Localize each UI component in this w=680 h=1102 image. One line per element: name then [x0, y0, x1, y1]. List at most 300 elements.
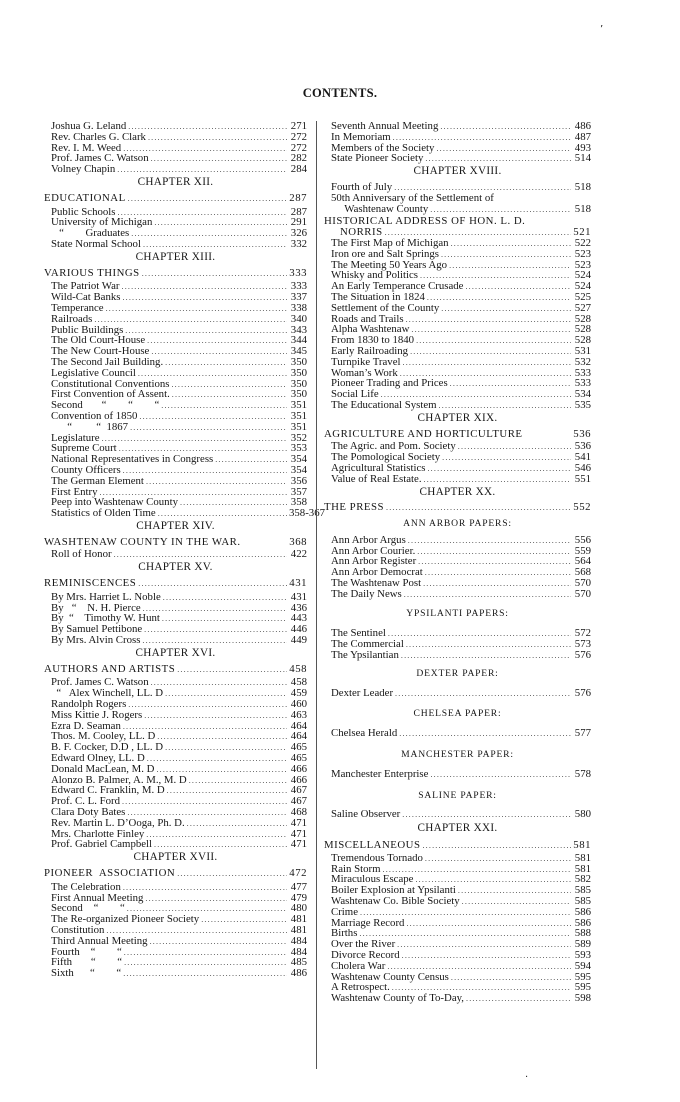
entry-title: The New Court-House	[51, 345, 150, 358]
entry-title: Public Buildings	[51, 323, 124, 336]
page-number: 480	[290, 902, 307, 915]
entry-title: Mrs. Charlotte Finley	[51, 827, 145, 840]
entry-title: Fifth “ “	[51, 956, 123, 969]
page-number: 522	[574, 236, 591, 249]
toc-entry	[324, 132, 591, 143]
page-number: 358-367	[289, 507, 325, 520]
page-number: 576	[574, 686, 591, 699]
entry-title: “ Graduates	[51, 227, 130, 240]
page-number: 484	[290, 945, 307, 958]
heading-text: CHAPTER XVI.	[135, 646, 216, 659]
page-number: 282	[290, 152, 307, 165]
toc-entry	[44, 968, 307, 979]
page-number: 471	[290, 838, 307, 851]
entry-title: Washtenaw County Census	[331, 970, 449, 983]
entry-title: An Early Temperance Crusade	[331, 280, 464, 293]
entry-title: The German Element	[51, 474, 144, 487]
entry-title: By “ Timothy W. Hunt	[51, 612, 160, 625]
entry-title: THE PRESS	[324, 501, 384, 514]
chapter-heading	[324, 823, 591, 834]
dot-leader	[144, 711, 287, 722]
toc-entry	[324, 153, 591, 164]
section-entry	[324, 429, 591, 440]
dot-leader	[425, 568, 571, 579]
page-number: 332	[290, 237, 307, 250]
toc-entry	[44, 476, 307, 487]
entry-title: In Memoriam	[331, 130, 391, 143]
page-number: 524	[574, 269, 591, 282]
page-number: 354	[290, 453, 307, 466]
page-number: 552	[573, 501, 591, 514]
section-entry	[44, 268, 307, 279]
entry-title: Ann Arbor Democrat	[331, 566, 423, 579]
heading-text: CHAPTER XIV.	[136, 519, 215, 532]
dot-leader	[151, 678, 287, 689]
section-entry	[324, 502, 591, 513]
page-number: 564	[574, 555, 591, 568]
chapter-heading	[324, 166, 591, 177]
page-number: 350	[290, 355, 307, 368]
entry-title: Woman’s Work	[331, 366, 398, 379]
entry-title: Public Schools	[51, 205, 116, 218]
page-number: 443	[290, 612, 307, 625]
page-number: 598	[574, 992, 591, 1005]
dot-leader	[106, 304, 287, 315]
dot-leader	[439, 401, 571, 412]
page-number: 333	[290, 280, 307, 293]
page-number: 345	[290, 345, 307, 358]
dot-leader	[157, 732, 287, 743]
dot-leader	[147, 336, 287, 347]
page-number: 518	[574, 180, 591, 193]
entry-title: Ann Arbor Courier.	[331, 544, 416, 557]
page-number: 535	[574, 398, 591, 411]
entry-title: The Washtenaw Post	[331, 577, 422, 590]
dot-leader	[162, 614, 287, 625]
page-number: 350	[290, 377, 307, 390]
entry-title: Legislative Council	[51, 366, 136, 379]
dot-leader	[189, 776, 287, 787]
page-number: 576	[574, 649, 591, 662]
page-number: 594	[574, 959, 591, 972]
press-subheading	[324, 750, 591, 761]
entry-title: Second “ “ “	[51, 399, 160, 412]
entry-title: REMINISCENCES	[44, 577, 137, 590]
entry-title: Rev. I. M. Weed	[51, 141, 122, 154]
dot-leader	[425, 154, 571, 165]
entry-title: Pioneer Trading and Prices	[331, 377, 448, 390]
dot-leader	[123, 969, 287, 980]
chapter-heading	[324, 413, 591, 424]
dot-leader	[172, 390, 287, 401]
toc-entry	[44, 314, 307, 325]
dot-leader	[436, 144, 571, 155]
entry-title: Miss Kittie J. Rogers	[51, 708, 143, 721]
dot-leader	[145, 894, 287, 905]
entry-title: Ezra D. Seaman	[51, 719, 121, 732]
entry-title: The Commercial	[331, 638, 404, 651]
entry-title: Second “ “	[51, 902, 125, 915]
dot-leader	[158, 509, 287, 520]
entry-title: County Officers	[51, 463, 121, 476]
page-number: 486	[574, 120, 591, 132]
dot-leader	[165, 358, 287, 369]
page-number: 463	[290, 708, 307, 721]
entry-title: VARIOUS THINGS	[44, 266, 140, 279]
dot-leader	[408, 536, 571, 547]
page-title: CONTENTS.	[302, 86, 378, 100]
dot-leader	[423, 579, 571, 590]
page-number: 357	[290, 485, 307, 498]
dot-leader	[466, 994, 571, 1005]
dot-leader	[416, 336, 571, 347]
chapter-heading	[324, 487, 591, 498]
entry-title: University of Michigan	[51, 216, 153, 229]
dot-leader	[122, 293, 287, 304]
dot-leader	[458, 442, 571, 453]
dot-leader	[147, 754, 287, 765]
dot-leader	[451, 239, 571, 250]
page-number: 534	[574, 388, 591, 401]
entry-title: Early Railroading	[331, 344, 409, 357]
page-number: 446	[290, 623, 307, 636]
page-number: 272	[290, 141, 307, 154]
dot-leader	[417, 547, 571, 558]
dot-leader	[167, 786, 287, 797]
page-number: 581	[573, 839, 591, 852]
section-entry	[44, 537, 307, 548]
page-number: 525	[574, 290, 591, 303]
dot-leader	[142, 636, 287, 647]
dot-leader	[465, 282, 571, 293]
entry-title: Supreme Court	[51, 442, 117, 455]
entry-title: Iron ore and Salt Springs	[331, 247, 439, 260]
dot-leader	[449, 261, 571, 272]
page-number: 586	[574, 916, 591, 929]
dot-leader	[404, 590, 571, 601]
page-number: 466	[290, 762, 307, 775]
dot-leader	[215, 455, 287, 466]
page-number: 464	[290, 730, 307, 743]
entry-title: Manchester Enterprise	[331, 767, 429, 780]
entry-title: HISTORICAL ADDRESS OF HON. L. D.	[324, 215, 526, 228]
page-number: 514	[574, 152, 591, 165]
page-number: 287	[290, 205, 307, 218]
entry-title: State Normal School	[51, 237, 141, 250]
dot-leader	[125, 326, 287, 337]
page-number: 570	[574, 587, 591, 600]
page-number: 464	[290, 719, 307, 732]
entry-title: Fourth of July	[331, 180, 393, 193]
press-subheading	[324, 519, 591, 530]
entry-title: Volney Chapin	[51, 163, 116, 176]
dot-leader	[462, 897, 571, 908]
page-number: 580	[574, 808, 591, 821]
toc-entry	[44, 936, 307, 947]
toc-entry	[324, 474, 591, 485]
dot-leader	[114, 550, 287, 561]
entry-title: NORRIS	[324, 226, 383, 239]
dot-leader	[123, 466, 287, 477]
entry-title: By “ N. H. Pierce	[51, 601, 141, 614]
page-number: 271	[290, 120, 307, 132]
entry-title: The Situation in 1824	[331, 290, 425, 303]
dot-leader	[430, 205, 571, 216]
dot-leader	[388, 629, 571, 640]
heading-text: CHAPTER XIX.	[417, 411, 498, 424]
dot-leader	[422, 841, 571, 852]
toc-entry	[44, 818, 307, 829]
toc-entry	[324, 728, 591, 739]
entry-title: Donald MacLean, M. D	[51, 762, 155, 775]
page-number: 459	[290, 687, 307, 700]
page-number: 340	[290, 312, 307, 325]
dot-leader	[440, 122, 571, 133]
dot-leader	[425, 854, 571, 865]
page-number: 551	[574, 472, 591, 485]
entry-title: The Second Jail Building.	[51, 355, 164, 368]
page-number: 460	[290, 698, 307, 711]
entry-title: Roll of Honor	[51, 548, 112, 561]
heading-text: CHAPTER XII.	[137, 175, 214, 188]
page-number: 465	[290, 752, 307, 765]
toc-entry	[324, 993, 591, 1004]
dot-leader	[427, 293, 571, 304]
entry-title: Rain Storm	[331, 862, 381, 875]
entry-title: By Mrs. Harriet L. Noble	[51, 590, 161, 603]
dot-leader	[122, 797, 287, 808]
entry-title: Births	[331, 927, 358, 940]
section-entry	[44, 193, 307, 204]
page-number: 586	[574, 905, 591, 918]
entry-title: Value of Real Estate.	[331, 472, 422, 485]
entry-title: Sixth “ “	[51, 967, 122, 980]
dot-leader	[128, 194, 287, 205]
page-number: 585	[574, 895, 591, 908]
toc-entry	[324, 769, 591, 780]
page-number: 353	[290, 442, 307, 455]
dot-leader	[154, 218, 287, 229]
toc-entry	[44, 839, 307, 850]
entry-title: Crime	[331, 905, 358, 918]
page-number: 287	[289, 191, 307, 204]
entry-title: Statistics of Olden Time	[51, 507, 156, 520]
chapter-heading	[44, 852, 307, 863]
dot-leader	[386, 503, 571, 514]
page-number: 431	[290, 590, 307, 603]
page-number: 368	[289, 535, 307, 548]
entry-title: The Old Court-House	[51, 334, 146, 347]
entry-title: Constitution	[51, 923, 105, 936]
toc-entry	[324, 918, 591, 929]
page-number: 479	[290, 891, 307, 904]
page-number: 484	[290, 934, 307, 947]
entry-title: Clara Doty Bates	[51, 806, 126, 819]
page-number: 531	[574, 344, 591, 357]
toc-entry	[324, 249, 591, 260]
page-number: 326	[290, 227, 307, 240]
page-number: 577	[574, 727, 591, 740]
page-number: 533	[574, 366, 591, 379]
entry-title: Alpha Washtenaw	[331, 323, 410, 336]
entry-title: Randolph Rogers	[51, 698, 127, 711]
toc-entry	[44, 635, 307, 646]
page-number: 581	[574, 862, 591, 875]
page-number: 546	[574, 461, 591, 474]
dot-leader	[117, 165, 287, 176]
page-number: 284	[290, 163, 307, 176]
entry-title: Ann Arbor Register	[331, 555, 417, 568]
dot-leader	[122, 282, 288, 293]
page-number: 578	[574, 767, 591, 780]
dot-leader	[399, 729, 571, 740]
chapter-heading	[44, 252, 307, 263]
page-number: 527	[574, 301, 591, 314]
page-number: 493	[574, 141, 591, 154]
toc-entry	[44, 368, 307, 379]
page-number: 595	[574, 970, 591, 983]
heading-text: MANCHESTER PAPER:	[401, 749, 514, 761]
page-number: 528	[574, 312, 591, 325]
page-number: 351	[290, 420, 307, 433]
dot-leader	[402, 810, 571, 821]
entry-title: The Meeting 50 Years Ago	[331, 258, 448, 271]
page-number: 572	[574, 627, 591, 640]
toc-entry	[324, 204, 591, 215]
page-number: 449	[290, 634, 307, 647]
toc-entry	[324, 193, 591, 204]
entry-title: Chelsea Herald	[331, 727, 398, 740]
entry-title: Whisky and Politics	[331, 269, 418, 282]
press-subheading	[324, 791, 591, 802]
page-number: 582	[574, 873, 591, 886]
toc-entry	[324, 853, 591, 864]
dot-leader	[146, 830, 287, 841]
entry-title: 50th Anniversary of the Settlement of	[331, 191, 494, 204]
dot-leader	[130, 423, 287, 434]
page-number: 472	[289, 867, 307, 879]
column-divider	[316, 121, 317, 1069]
entry-title: The Patriot War	[51, 280, 120, 293]
chapter-heading	[44, 562, 307, 573]
entry-title: Social Life	[331, 388, 379, 401]
page-number: 467	[290, 795, 307, 808]
dot-leader	[458, 886, 571, 897]
dot-leader	[402, 951, 571, 962]
entry-title: MISCELLANEOUS	[324, 839, 421, 852]
entry-title: Settlement of the County	[331, 301, 440, 314]
toc-entry	[44, 239, 307, 250]
entry-title: Divorce Record	[331, 949, 400, 961]
dot-leader	[151, 154, 287, 165]
entry-title: The Educational System	[331, 398, 437, 411]
entry-title: The Daily News	[331, 587, 402, 600]
dot-leader	[201, 915, 287, 926]
dot-leader	[102, 434, 287, 445]
page-number: 570	[574, 577, 591, 590]
entry-title: Rev. Charles G. Clark	[51, 130, 146, 143]
entry-title: Seventh Annual Meeting	[331, 120, 439, 132]
entry-title: First Convention of Assent.	[51, 388, 170, 401]
page-number: 343	[290, 323, 307, 336]
entry-title: The Sentinel	[331, 627, 386, 640]
page-number: 431	[289, 577, 307, 590]
dot-leader	[138, 579, 287, 590]
entry-title: Wild-Cat Banks	[51, 291, 121, 304]
toc-entry	[324, 961, 591, 972]
toc-entry	[44, 422, 307, 433]
page-number: 422	[290, 548, 307, 561]
entry-title: Boiler Explosion at Ypsilanti	[331, 884, 456, 897]
entry-title: Turnpike Travel	[331, 355, 401, 368]
page-number: 458	[289, 662, 307, 675]
entry-title: Washtenaw County	[331, 202, 429, 215]
entry-title: Roads and Trails	[331, 312, 404, 325]
contents-column-left	[44, 120, 325, 980]
dot-leader	[177, 665, 287, 676]
dot-leader	[143, 604, 287, 615]
page-number: 521	[573, 226, 591, 239]
dot-leader	[424, 475, 571, 486]
toc-entry	[44, 882, 307, 893]
dot-leader	[410, 347, 571, 358]
entry-title: Fourth “ “	[51, 945, 122, 958]
dot-leader	[128, 122, 287, 133]
page-number: 358	[290, 496, 307, 509]
dot-leader	[144, 625, 287, 636]
entry-title: Prof. C. L. Ford	[51, 795, 120, 808]
entry-title: Washtenaw County of To-Day,	[331, 992, 465, 1005]
heading-text: CHAPTER XXI.	[417, 822, 498, 835]
page-number: 536	[574, 440, 591, 453]
dot-leader	[123, 883, 287, 894]
heading-text: CHAPTER XVIII.	[413, 165, 502, 178]
page-number: 291	[290, 216, 307, 229]
toc-entry	[44, 164, 307, 175]
page-number: 528	[574, 323, 591, 336]
entry-title: Prof. James C. Watson	[51, 676, 149, 689]
page-number: 523	[574, 258, 591, 271]
entry-title: A Retrospect.	[331, 981, 390, 994]
dot-leader	[406, 315, 571, 326]
press-subheading	[324, 709, 591, 720]
press-subheading	[324, 609, 591, 620]
dot-leader	[154, 840, 287, 851]
page-number: 344	[290, 334, 307, 347]
heading-text: CHAPTER XV.	[138, 561, 213, 574]
page-number: 481	[290, 923, 307, 936]
dot-leader	[161, 401, 287, 412]
dot-leader	[142, 269, 287, 280]
entry-title: Constitutional Conventions	[51, 377, 170, 390]
page-number: 272	[290, 130, 307, 143]
entry-title: Dexter Leader	[331, 686, 394, 699]
page-number: 333	[289, 266, 307, 279]
page-number: 436	[290, 601, 307, 614]
entry-title: Railroads	[51, 312, 93, 325]
page-number: 528	[574, 334, 591, 347]
entry-title: Alonzo B. Palmer, A. M., M. D	[51, 773, 187, 786]
entry-title: “ Alex Winchell, LL. D	[51, 687, 164, 700]
dot-leader	[146, 477, 287, 488]
dot-leader	[124, 958, 287, 969]
entry-title: The Ypsilantian	[331, 649, 399, 662]
entry-title: AUTHORS AND ARTISTS	[44, 662, 176, 675]
toc-entry	[324, 357, 591, 368]
entry-title: Third Annual Meeting	[51, 934, 148, 947]
page-number: 351	[290, 399, 307, 412]
entry-title: Legislature	[51, 431, 100, 444]
